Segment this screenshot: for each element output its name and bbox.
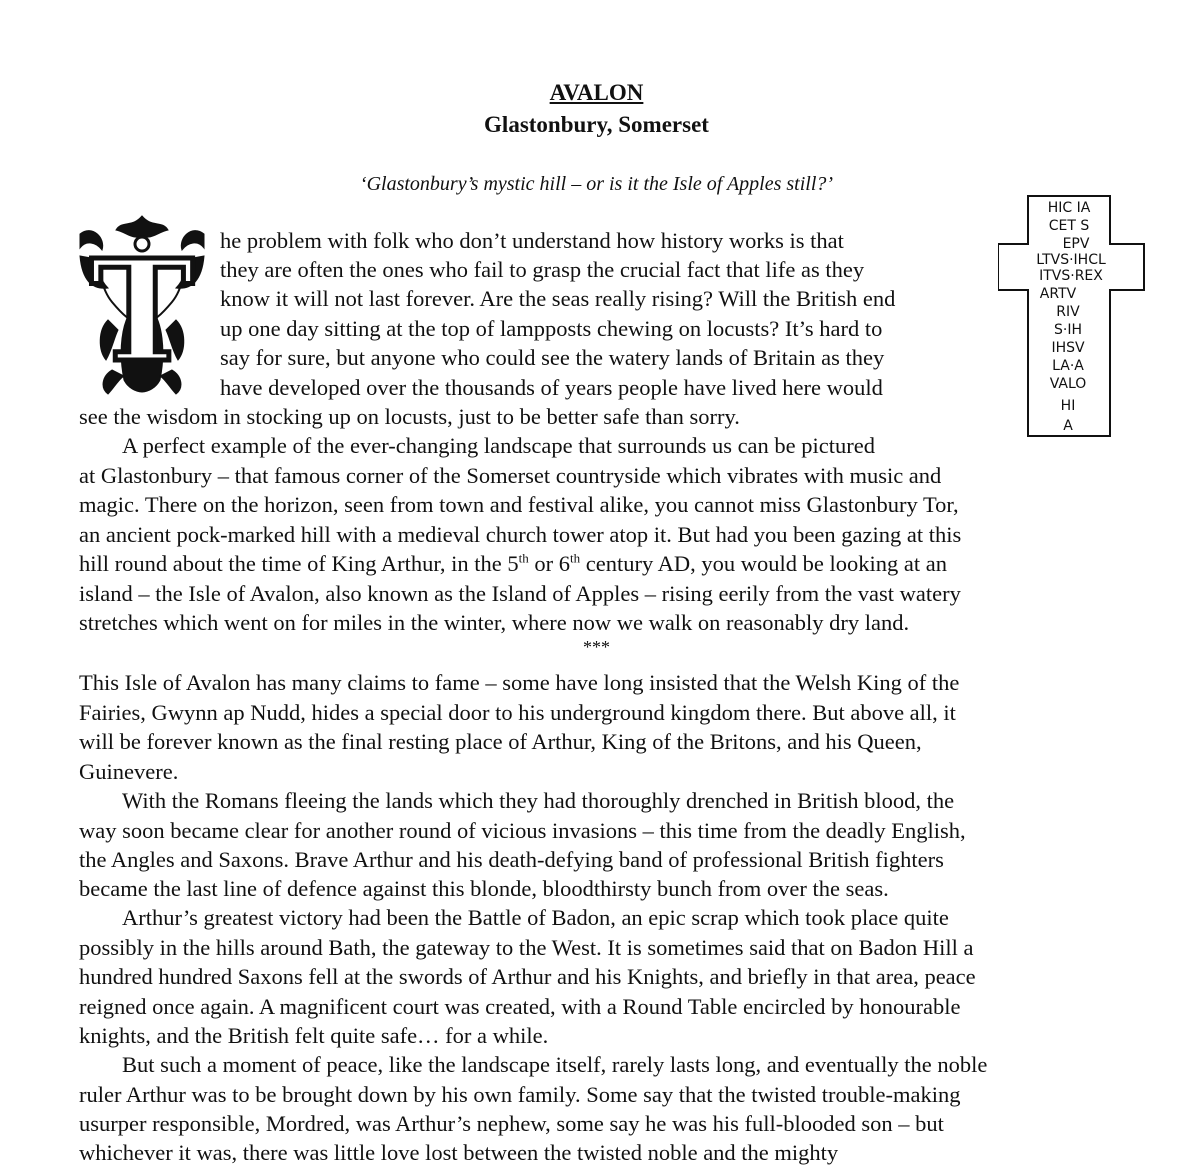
body-line: the Angles and Saxons. Brave Arthur and his death-defying band of professional British fighters [79, 847, 944, 872]
cross-text: ITVS·REX [1039, 268, 1103, 284]
body-line: see the wisdom in stocking up on locusts, just to be better safe than sorry. [79, 404, 740, 429]
body-line: will be forever known as the final resting place of Arthur, King of the Britons, and his Queen, [79, 729, 922, 754]
epigraph: ‘Glastonbury’s mystic hill – or is it the Isle of Apples still?’ [359, 173, 834, 195]
body-line: This Isle of Avalon has many claims to fame – some have long insisted that the Welsh King of the [79, 670, 960, 695]
section-separator: *** [583, 637, 610, 657]
page-subtitle: Glastonbury, Somerset [484, 112, 709, 137]
cross-text: A [1063, 418, 1073, 434]
cross-text: RIV [1056, 304, 1080, 320]
cross-text: IHSV [1051, 340, 1085, 356]
cross-text: S·IH [1054, 322, 1082, 338]
ornamental-dropcap-icon [72, 210, 212, 400]
body-line: at Glastonbury – that famous corner of the Somerset countryside which vibrates with music and [79, 463, 942, 488]
body-line: possibly in the hills around Bath, the gateway to the West. It is sometimes said that on Badon Hill a [79, 935, 974, 960]
body-line: hill round about the time of King Arthur, in the 5th or 6th century AD, you would be looking at an [79, 550, 947, 576]
cross-text: EPV [1062, 236, 1090, 252]
body-line: reigned once again. A magnificent court was created, with a Round Table encircled by honourable [79, 994, 961, 1019]
body-line: But such a moment of peace, like the landscape itself, rarely lasts long, and eventually the noble [122, 1052, 988, 1077]
body-line: stretches which went on for miles in the winter, where now we walk on reasonably dry land. [79, 610, 910, 635]
cross-text: VALO [1049, 376, 1087, 392]
cross-text: HI [1060, 398, 1076, 414]
body-line: an ancient pock-marked hill with a medieval church tower atop it. But had you been gazing at this [79, 522, 962, 547]
cross-text: LA·A [1052, 358, 1084, 374]
arthur-cross-illustration [998, 192, 1146, 440]
body-line: he problem with folk who don’t understand how history works is that [220, 228, 844, 253]
body-line: usurper responsible, Mordred, was Arthur’s nephew, some say he was his full-blooded son – but [79, 1111, 944, 1136]
body-line: island – the Isle of Avalon, also known as the Island of Apples – rising eerily from the vast watery [79, 581, 961, 606]
body-line: magic. There on the horizon, seen from town and festival alike, you cannot miss Glastonbury Tor, [79, 492, 959, 517]
cross-text: HIC IA [1047, 200, 1091, 216]
cross-inscription [1036, 200, 1106, 434]
body-line: became the last line of defence against this blonde, bloodthirsty bunch from over the seas. [79, 876, 889, 901]
cross-text: LTVS·IHCL [1036, 252, 1106, 268]
dropcap-letter: T [89, 230, 195, 394]
body-line: know it will not last forever. Are the seas really rising? Will the British end [220, 286, 896, 311]
body-line: Guinevere. [79, 759, 179, 784]
cross-text: ARTV [1039, 286, 1077, 302]
body-line: With the Romans fleeing the lands which they had thoroughly drenched in British blood, the [122, 788, 955, 813]
body-line: they are often the ones who fail to grasp the crucial fact that life as they [220, 257, 865, 282]
body-line: ruler Arthur was to be brought down by his own family. Some say that the twisted trouble-making [79, 1082, 961, 1107]
body-line: hundred hundred Saxons fell at the swords of Arthur and his Knights, and briefly in that area, peace [79, 964, 976, 989]
body-line: have developed over the thousands of years people have lived here would [220, 375, 883, 400]
body-line: say for sure, but anyone who could see the watery lands of Britain as they [220, 345, 885, 370]
page-title: AVALON [549, 80, 644, 105]
body-line: way soon became clear for another round of vicious invasions – this time from the deadly English, [79, 818, 966, 843]
body-line: up one day sitting at the top of lampposts chewing on locusts? It’s hard to [220, 316, 883, 341]
body-line: knights, and the British felt quite safe… for a while. [79, 1023, 549, 1048]
cross-text: CET S [1048, 218, 1090, 234]
body-line: Arthur’s greatest victory had been the Battle of Badon, an epic scrap which took place quite [122, 905, 949, 930]
body-line: A perfect example of the ever-changing landscape that surrounds us can be pictured [122, 433, 876, 458]
body-line: whichever it was, there was little love lost between the twisted noble and the mighty [79, 1140, 839, 1165]
body-line: Fairies, Gwynn ap Nudd, hides a special door to his underground kingdom there. But above all, it [79, 700, 956, 725]
